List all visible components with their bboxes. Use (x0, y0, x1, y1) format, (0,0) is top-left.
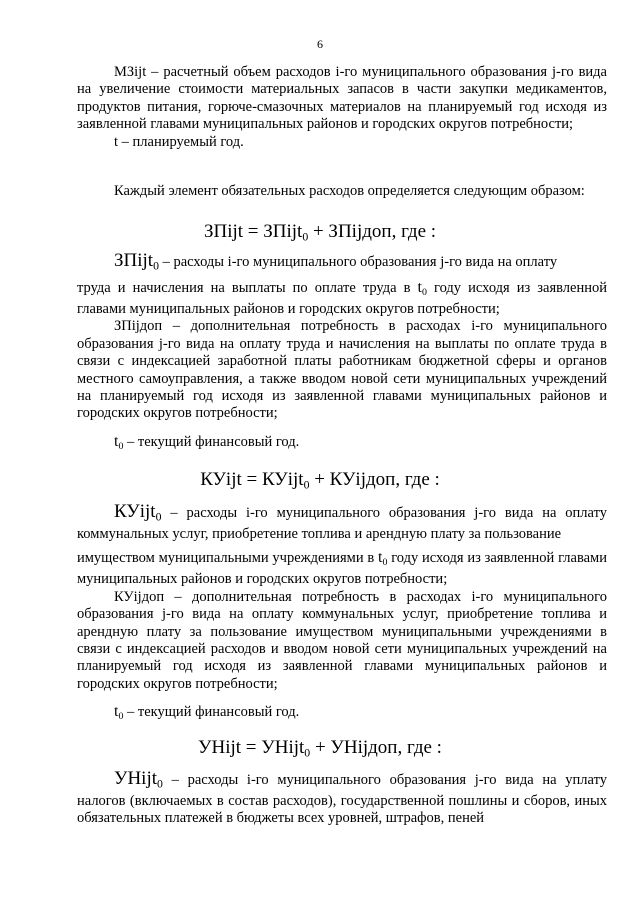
ku-line2-start: имуществом муниципальными учреждениями в (77, 550, 379, 567)
t0-a-main: t (114, 432, 119, 450)
ku-t0-symbol (378, 549, 387, 566)
text-block-un (77, 770, 607, 828)
formula-ku (0, 469, 640, 496)
t0-b-text: – текущий финансовый год. (123, 704, 300, 721)
paragraph-zp-line1 (77, 252, 607, 275)
paragraph-un-line1 (77, 770, 607, 828)
page-number: 6 (317, 37, 323, 51)
ku-symbol-main: КУijt (114, 501, 156, 522)
formula-zp (0, 221, 640, 248)
formula-un (0, 737, 640, 764)
paragraph-zpdop-definition: ЗПijдоп – дополнительная потребность в расходах i-го муниципального образования j-го вида на оплату труда и начисления на выплаты по оплате труда в связи с индексацией заработной платы работникам бюджетной сферы и органов местного самоуправления, а также вводом новой сети муниципальных учреждений на планируемый год исходя из заявленной главами муниципальных районов и городских округов потребности; (77, 318, 607, 422)
formula-zp-rhs: + ЗПijдоп, где : (308, 221, 437, 242)
formula-un-rhs: + УНijдоп, где : (310, 737, 442, 758)
paragraph-t0-a (77, 433, 607, 455)
ku-line2-end: году исходя из заявленной главами муниципальных районов и городских округов потребности; (77, 550, 607, 588)
paragraph-t-definition: t – планируемый год. (114, 133, 244, 150)
text-block-top (77, 64, 607, 151)
paragraph-each-element: Каждый элемент обязательных расходов определяется следующим образом: (114, 183, 585, 199)
formula-un-subscript: 0 (304, 746, 311, 760)
un-definition-text: – расходы i-го муниципального образования j-го вида на уплату налогов (включаемых в состав расходов), государственной пошлины и сборов, иных обязательных платежей в бюджеты всех уровней, штрафов, пеней (77, 772, 607, 827)
zp-t0-symbol (418, 279, 427, 296)
zp-definition-text: – расходы i-го муниципального образования j-го вида на оплату (158, 254, 558, 270)
zp-line2-start: труда и начисления на выплаты по оплате труда в (77, 279, 418, 296)
t0-b-symbol (114, 703, 123, 720)
zp-t0-subscript: 0 (422, 286, 427, 298)
text-block-ku (77, 503, 607, 725)
t0-a-subscript: 0 (118, 440, 124, 452)
zp-symbol-main: ЗПijt (114, 250, 154, 271)
ku-symbol-subscript: 0 (155, 510, 162, 524)
t0-a-symbol (114, 433, 123, 450)
t0-b-main: t (114, 703, 119, 721)
zp-t0-main: t (417, 278, 422, 296)
paragraph-mz-definition: МЗijt – расчетный объем расходов i-го муниципального образования j-го вида на увеличение стоимости материальных запасов в части закупки медикаментов, продуктов питания, горюче-смазочных материалов на планируемый год исходя из заявленной главами муниципальных районов и городских округов потребности; (77, 64, 607, 133)
formula-zp-subscript: 0 (302, 230, 309, 244)
formula-ku-lhs: КУijt = КУijt (200, 469, 304, 490)
paragraph-zp-line2 (77, 279, 607, 319)
paragraph-ku-line2 (77, 549, 607, 589)
un-symbol-main: УНijt (114, 768, 158, 789)
formula-ku-subscript: 0 (303, 478, 310, 492)
un-symbol (114, 768, 163, 789)
paragraph-kudop-definition: КУijдоп – дополнительная потребность в расходах i-го муниципального образования j-го вида на оплату коммунальных услуг, приобретение топлива и арендную плату за пользование имуществом муниципальными учреждениями в связи с индексацией расходов и вводом новой сети муниципальных учреждений на планируемый год исходя из заявленной главами муниципальных районов и городских округов потребности; (77, 588, 607, 692)
t0-b-subscript: 0 (118, 710, 124, 722)
t0-a-text: – текущий финансовый год. (123, 433, 300, 450)
text-block-zp (77, 252, 607, 455)
zp-line2-end: году исходя из заявленной главами муниципальных районов и городских округов потребности; (77, 279, 607, 317)
ku-definition-text: – расходы i-го муниципального образования j-го вида на оплату коммунальных услуг, приобретение топлива и арендную плату за пользование (77, 505, 607, 542)
paragraph-ku-line1 (77, 503, 607, 543)
zp-symbol (114, 250, 159, 271)
un-symbol-subscript: 0 (157, 777, 163, 791)
formula-ku-rhs: + КУijдоп, где : (309, 469, 440, 490)
ku-t0-main: t (378, 549, 383, 567)
paragraph-t0-b (77, 703, 607, 725)
ku-t0-subscript: 0 (382, 556, 388, 568)
formula-un-lhs: УНijt = УНijt (198, 737, 305, 758)
zp-symbol-subscript: 0 (153, 259, 159, 273)
formula-zp-lhs: ЗПijt = ЗПijt (203, 221, 303, 242)
text-block-intro (77, 183, 607, 200)
ku-symbol (114, 501, 161, 522)
